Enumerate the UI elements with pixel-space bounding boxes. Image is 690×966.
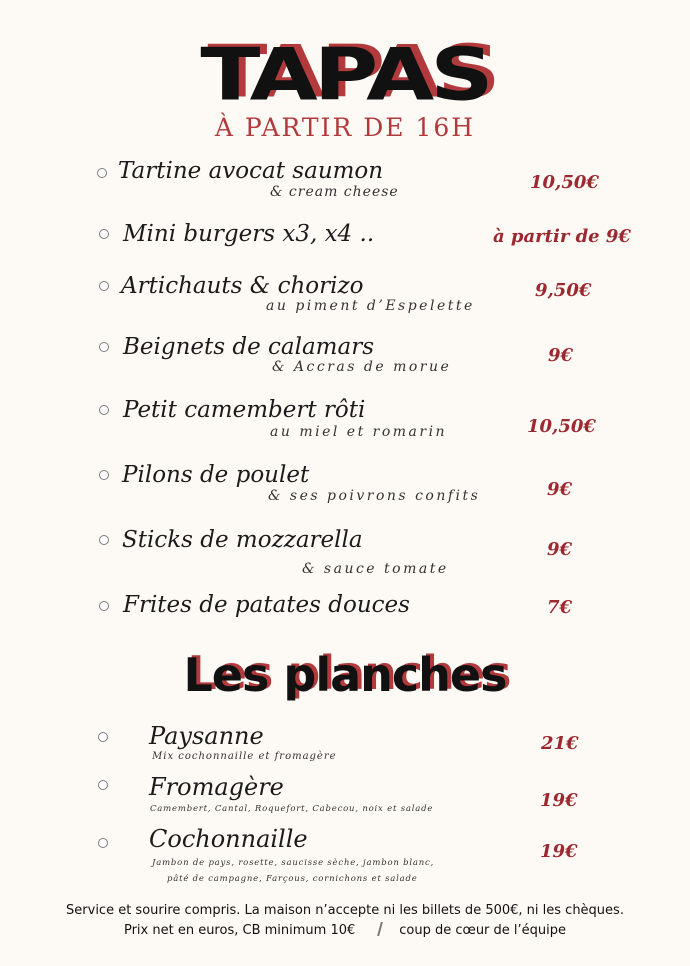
- item-description: Camembert, Cantal, Roquefort, Cabecou, noix et salade: [150, 804, 434, 814]
- item-price: 19€: [540, 841, 578, 862]
- item-description: au piment d’Espelette: [266, 298, 475, 314]
- item-price: 19€: [540, 790, 578, 811]
- item-price: 9€: [547, 479, 573, 500]
- item-price: 10,50€: [530, 172, 599, 193]
- page-subtitle: À PARTIR DE 16H: [214, 113, 476, 142]
- item-price: 10,50€: [527, 416, 596, 437]
- item-price: 9,50€: [535, 280, 592, 301]
- item-name: Beignets de calamars: [123, 334, 375, 360]
- bullet-icon: [99, 281, 109, 291]
- leaf-icon: [377, 922, 393, 936]
- item-name: Pilons de poulet: [122, 462, 310, 488]
- footer-payment-info: Prix net en euros, CB minimum 10€: [123, 923, 356, 938]
- item-description: & sauce tomate: [302, 561, 449, 577]
- bullet-icon: [99, 229, 109, 239]
- item-description-2: pâté de campagne, Farçous, cornichons et salade: [167, 874, 418, 884]
- item-name: Tartine avocat saumon: [118, 158, 384, 184]
- bullet-icon: [99, 601, 109, 611]
- bullet-icon: [99, 535, 109, 545]
- item-name: Paysanne: [149, 722, 264, 750]
- item-price: 9€: [548, 345, 574, 366]
- item-name: Mini burgers x3, x4 ..: [123, 221, 375, 247]
- section-title: Les planches: [183, 648, 507, 702]
- item-name: Frites de patates douces: [123, 592, 410, 618]
- item-description: au miel et romarin: [270, 424, 448, 440]
- bullet-icon: [98, 780, 108, 790]
- item-description: Jambon de pays, rosette, saucisse sèche, jambon blanc,: [152, 858, 435, 868]
- item-price: 9€: [547, 539, 573, 560]
- bullet-icon: [97, 168, 107, 178]
- item-price: 7€: [547, 597, 573, 618]
- footer-legend: coup de cœur de l’équipe: [399, 923, 567, 938]
- bullet-icon: [99, 470, 109, 480]
- bullet-icon: [98, 732, 108, 742]
- page-title: TAPAS: [200, 32, 490, 117]
- item-name: Petit camembert rôti: [123, 397, 366, 423]
- footer-note: Service et sourire compris. La maison n’accepte ni les billets de 500€, ni les chèques.: [66, 903, 624, 918]
- item-description: & Accras de morue: [272, 359, 452, 375]
- bullet-icon: [99, 342, 109, 352]
- item-description: Mix cochonnaille et fromagère: [152, 751, 337, 762]
- footer-info: [0, 922, 690, 938]
- bullet-icon: [98, 838, 108, 848]
- bullet-icon: [99, 405, 109, 415]
- item-price: à partir de 9€: [493, 226, 631, 247]
- item-name: Fromagère: [149, 773, 284, 801]
- item-name: Cochonnaille: [149, 825, 308, 853]
- item-price: 21€: [541, 733, 579, 754]
- item-name: Sticks de mozzarella: [122, 527, 363, 553]
- item-name: Artichauts & chorizo: [121, 273, 364, 299]
- item-description: & cream cheese: [270, 184, 399, 200]
- item-description: & ses poivrons confits: [268, 488, 481, 504]
